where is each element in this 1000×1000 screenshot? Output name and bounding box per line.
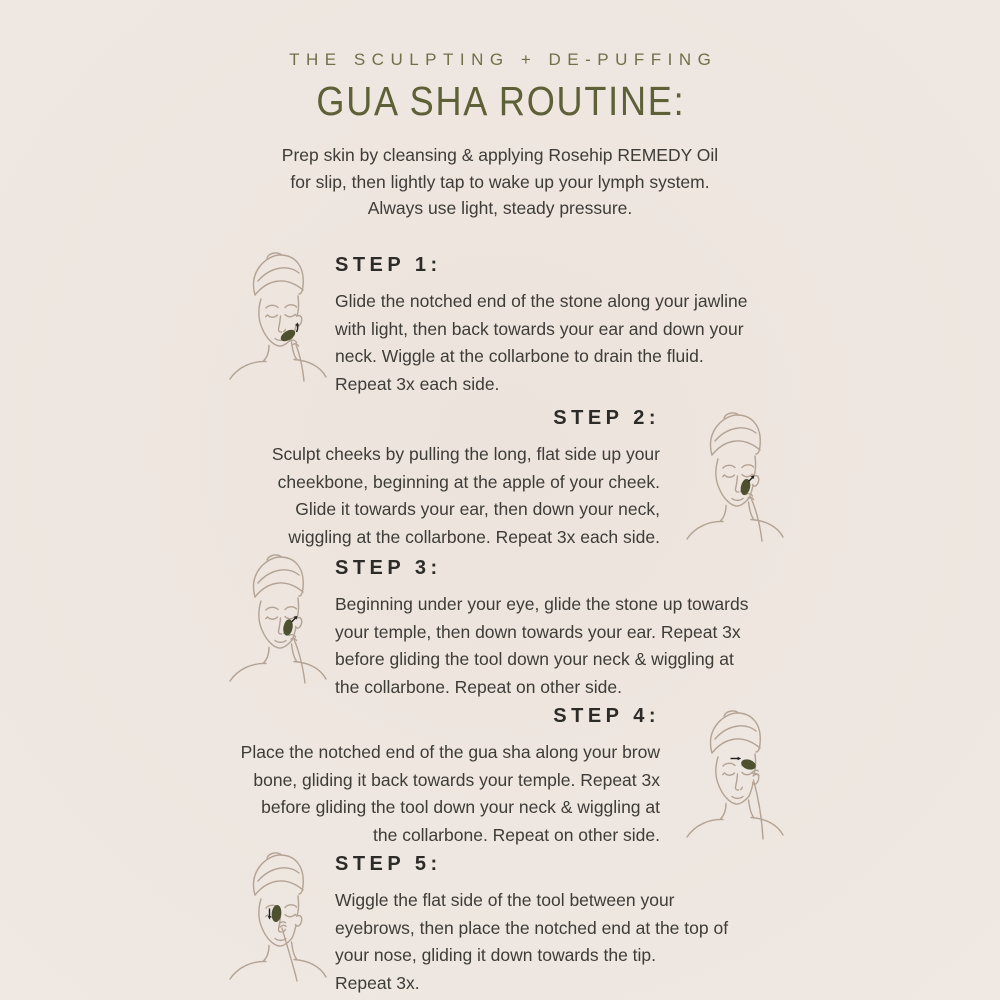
text-line: Glide the notched end of the stone along your jawline [335,291,748,311]
step-text-block [335,556,800,701]
towel-turban [254,253,304,295]
stroke-direction-arrow [268,909,271,920]
step-text-block [335,852,785,997]
text-line: your nose, gliding it down towards the tip. [335,945,657,965]
step-text-block [335,253,795,398]
text-line: Repeat 3x. [335,972,420,993]
gua-sha-face-illustration [225,552,330,687]
towel-turban [711,711,761,753]
text-line: with light, then back towards your ear and down your [335,318,744,339]
step-body [335,288,795,398]
text-line: for slip, then lightly tap to wake up your lymph system. [290,171,710,192]
neck-and-shoulders [687,800,783,837]
neck-and-shoulders [230,644,326,681]
step-label: STEP 3: [335,557,442,579]
text-line: eyebrows, then place the notched end at the top of [335,917,729,938]
step-text-block [213,704,660,849]
text-line: Prep skin by cleansing & applying Rosehip REMEDY Oil [281,145,719,165]
text-line: the collarbone. Repeat on other side. [373,824,660,845]
intro-text [0,142,1000,222]
towel-turban [254,555,304,597]
step-body [213,739,660,849]
text-line: cheekbone, beginning at the apple of your cheek. [277,471,660,492]
step-label: STEP 4: [553,705,660,727]
hand-and-arm [746,494,762,541]
text-line: Sculpt cheeks by pulling the long, flat side up your [271,444,660,464]
text-line: Wiggle the flat side of the tool between your [335,890,675,910]
text-line: your temple, then down towards your ear. Repeat 3x [335,621,741,642]
step-label: STEP 2: [553,407,660,429]
text-line: Glide it towards your ear, then down your neck, [295,499,660,519]
gua-sha-face-illustration [225,250,330,385]
step-body [335,591,800,701]
text-line: Repeat 3x each side. [335,373,500,394]
gua-sha-face-illustration [682,708,787,843]
text-line: neck. Wiggle at the collarbone to drain the fluid. [335,346,704,366]
text-line: before gliding the tool down your neck & wiggling at [335,649,734,669]
neck-and-shoulders [230,942,326,979]
hand-and-arm [289,635,305,683]
text-line: before gliding the tool down your neck & wiggling at [261,797,660,817]
stroke-direction-arrow [731,757,742,760]
text-line: Always use light, steady pressure. [367,198,633,218]
page-title: GUA SHA ROUTINE: [316,78,686,124]
gua-sha-face-illustration [682,410,787,545]
neck-and-shoulders [230,342,326,379]
step-body [335,887,785,997]
towel-turban [254,853,304,895]
text-line: the collarbone. Repeat on other side. [335,676,622,697]
header-eyebrow: THE SCULPTING + DE-PUFFING [289,50,718,69]
text-line: Place the notched end of the gua sha along your brow [240,742,660,762]
towel-turban [711,413,761,455]
text-line: bone, gliding it back towards your temple. Repeat 3x [253,769,660,790]
gua-sha-face-illustration [225,850,330,985]
text-line: wiggling at the collarbone. Repeat 3x each side. [288,526,660,547]
step-label: STEP 5: [335,853,442,875]
step-body [215,441,660,551]
text-line: Beginning under your eye, glide the stone up towards [335,594,749,614]
neck-and-shoulders [687,502,783,539]
step-label: STEP 1: [335,254,442,276]
step-text-block [215,406,660,551]
